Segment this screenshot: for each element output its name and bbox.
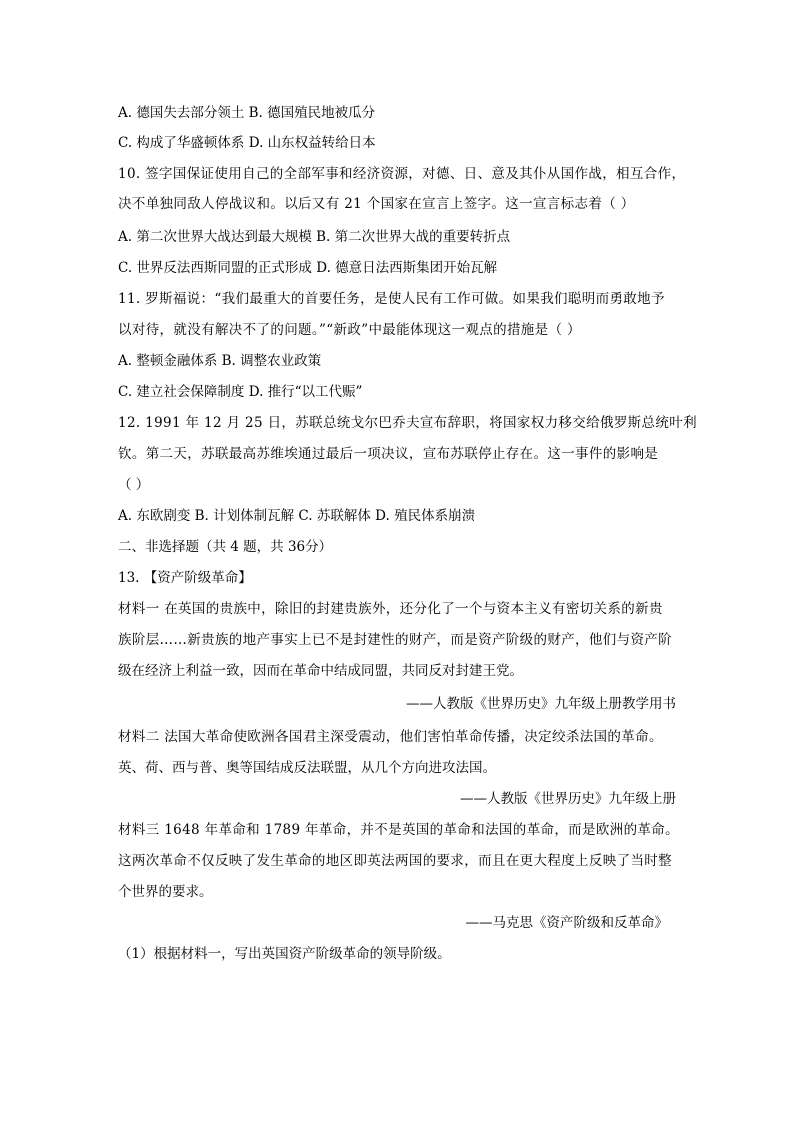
q11-stem-line-1: 11. 罗斯福说：“我们最重大的首要任务，是使人民有工作可做。如果我们聪明而勇敢地予 [118,291,665,307]
q13-material-3-line-2: 这两次革命不仅反映了发生革命的地区即英法两国的要求，而且在更大程度上反映了当时整 [118,853,672,869]
q13-material-2-line-1: 材料二 法国大革命使欧洲各国君主深受震动，他们害怕革命传播，决定绞杀法国的革命。 [118,729,663,745]
section-2-heading: 二、非选择题（共 4 题，共 36分） [118,539,333,555]
q12-stem-line-3: （ ） [118,477,150,493]
q10-options-line-1: A. 第二次世界大战达到最大规模 B. 第二次世界大战的重要转折点 [118,229,511,245]
q13-material-2-source: ——人教版《世界历史》九年级上册 [460,791,676,807]
q13-material-1-line-1: 材料一 在英国的贵族中，除旧的封建贵族外，还分化了一个与资本主义有密切关系的新贵 [118,601,663,617]
q12-stem-line-2: 钦。第二天，苏联最高苏维埃通过最后一项决议，宣布苏联停止存在。这一事件的影响是 [118,446,659,462]
q9-options-line-2: C. 构成了华盛顿体系 D. 山东权益转给日本 [118,135,376,151]
q13-material-1-source: ——人教版《世界历史》九年级上册教学用书 [406,696,676,712]
q13-material-3-source: ——马克思《资产阶级和反革命》 [465,915,668,931]
q13-sub-question-1: （1）根据材料一，写出英国资产阶级革命的领导阶级。 [118,946,451,962]
q10-stem-line-2: 决不单独同敌人停战议和。以后又有 21 个国家在宣言上签字。这一宣言标志着（ ） [118,196,635,212]
q10-options-line-2: C. 世界反法西斯同盟的正式形成 D. 德意日法西斯集团开始瓦解 [118,260,498,276]
q9-options-line-1: A. 德国失去部分领土 B. 德国殖民地被瓜分 [118,105,376,121]
q13-material-1-line-2: 族阶层……新贵族的地产事实上已不是封建性的财产，而是资产阶级的财产，他们与资产阶 [118,632,672,648]
q13-material-2-line-2: 英、荷、西与普、奥等国结成反法联盟，从几个方向进攻法国。 [118,760,496,776]
q13-material-3-line-3: 个世界的要求。 [118,884,213,900]
q11-stem-line-2: 以对待，就没有解决不了的问题。”“新政”中最能体现这一观点的措施是（ ） [118,322,581,338]
q10-stem-line-1: 10. 签字国保证使用自己的全部军事和经济资源，对德、日、意及其仆从国作战，相互合作， [118,166,686,182]
q13-material-1-line-3: 级在经济上利益一致，因而在革命中结成同盟，共同反对封建王党。 [118,663,523,679]
q12-stem-line-1: 12. 1991 年 12 月 25 日，苏联总统戈尔巴乔夫宣布辞职，将国家权力移交给俄罗斯总统叶利 [118,415,697,431]
q13-title: 13. 【资产阶级革命】 [118,570,252,586]
q11-options-line-1: A. 整顿金融体系 B. 调整农业政策 [118,353,322,369]
q11-options-line-2: C. 建立社会保障制度 D. 推行“以工代赈” [118,384,363,400]
q12-options-line-1: A. 东欧剧变 B. 计划体制瓦解 C. 苏联解体 D. 殖民体系崩溃 [118,508,476,524]
q13-material-3-line-1: 材料三 1648 年革命和 1789 年革命，并不是英国的革命和法国的革命，而是欧洲的革命。 [118,822,679,838]
